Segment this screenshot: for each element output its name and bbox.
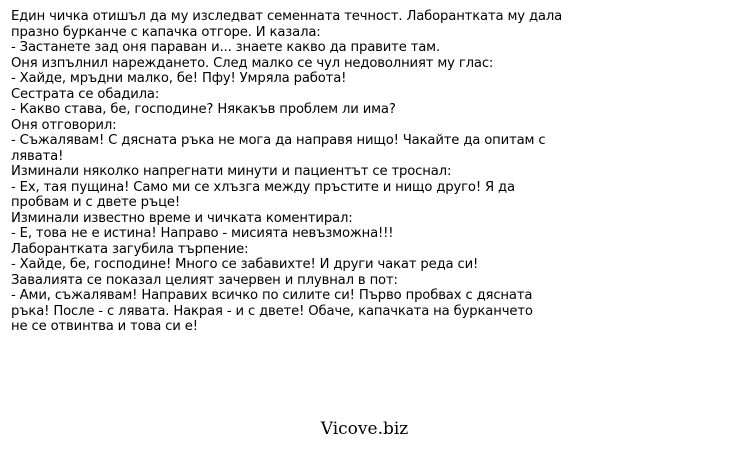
text-line: пробвам и с двете ръце! [11, 195, 180, 210]
text-line: - Ех, тая пущина! Само ми се хлъзга между пръстите и нищо друго! Я да [11, 179, 515, 195]
text-line: - Хайде, бе, господине! Много се забавихте! И други чакат реда си! [11, 257, 479, 272]
text-line: Оня отговорил: [11, 117, 117, 133]
text-line: Завалията се показал целият зачервен и плувнал в пот: [11, 272, 398, 288]
site-watermark: Vicove.biz [320, 419, 409, 439]
text-line: Изминали няколко напрегнати минути и пациентът се троснал: [11, 164, 452, 179]
text-line: празно бурканче с капачка отгоре. И казала: [11, 24, 321, 40]
text-line: ръка! После - с лявата. Накрая - и с двете! Обаче, капачката на бурканчето [11, 303, 533, 319]
text-line: Изминали известно време и чичката коментирал: [11, 210, 353, 226]
text-line: Оня изпълнил нареждането. След малко се чул недоволният му глас: [11, 55, 494, 71]
text-line: Сестрата се обадила: [11, 86, 160, 102]
text-line: - Хайде, мръдни малко, бе! Пфу! Умряла работа! [11, 71, 347, 86]
text-line: Лаборантката загубила търпение: [11, 241, 249, 257]
joke-text [11, 9, 731, 335]
text-line: Един чичка отишъл да му изследват семенната течност. Лаборантката му дала [11, 9, 563, 24]
text-line: - Съжалявам! С дясната ръка не мога да направя нищо! Чакайте да опитам с [11, 133, 546, 148]
text-line: не се отвинтва и това си е! [11, 319, 198, 334]
text-line: - Е, това не е истина! Направо - мисията невъзможна!!! [11, 226, 394, 241]
text-line: лявата! [11, 148, 64, 164]
text-line: - Ами, съжалявам! Направих всичко по силите си! Първо пробвах с дясната [11, 288, 533, 303]
text-line: - Застанете зад оня параван и... знаете какво да правите там. [11, 40, 441, 55]
text-line: - Какво става, бе, господине? Някакъв проблем ли има? [11, 102, 396, 117]
